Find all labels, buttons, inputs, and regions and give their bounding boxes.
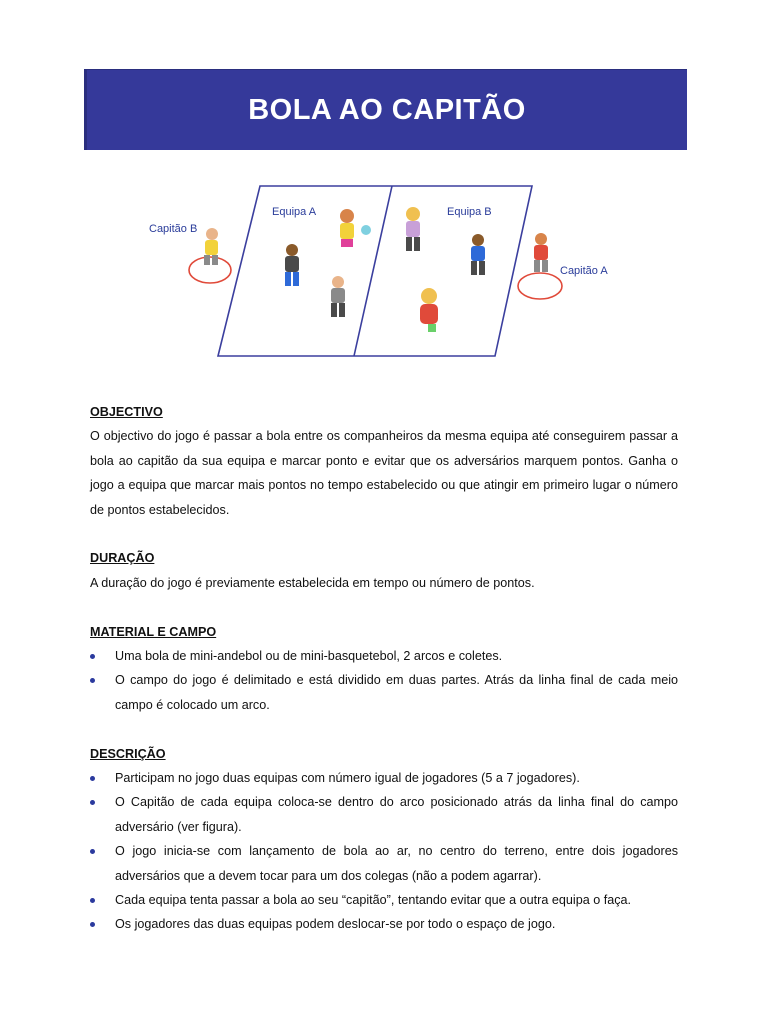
bullet-icon bbox=[90, 800, 95, 805]
player-team-b-3 bbox=[420, 288, 438, 332]
bullet-icon bbox=[90, 776, 95, 781]
heading-material: MATERIAL E CAMPO bbox=[90, 624, 217, 639]
player-team-a-3 bbox=[331, 276, 345, 317]
material-list bbox=[90, 644, 678, 717]
heading-objective: OBJECTIVO bbox=[90, 405, 163, 419]
list-item-text: O Capitão de cada equipa coloca-se dentro do arco posicionado atrás da linha final do campo adversário (ver figura). bbox=[115, 795, 678, 834]
section-objective bbox=[90, 400, 678, 522]
player-team-b-1 bbox=[406, 207, 420, 251]
section-material bbox=[90, 620, 678, 718]
field-diagram-svg bbox=[140, 178, 630, 368]
label-captain-b: Capitão B bbox=[149, 223, 198, 235]
duration-text: A duração do jogo é previamente estabelecida em tempo ou número de pontos. bbox=[90, 575, 535, 590]
list-item bbox=[90, 888, 678, 912]
player-captain-b bbox=[204, 228, 218, 265]
label-team-a: Equipa A bbox=[272, 206, 317, 218]
heading-description: DESCRIÇÃO bbox=[90, 746, 166, 761]
player-team-b-2 bbox=[471, 234, 485, 275]
description-list bbox=[90, 766, 678, 937]
hoop-captain-a bbox=[518, 273, 562, 299]
label-team-b: Equipa B bbox=[447, 206, 492, 218]
section-description bbox=[90, 742, 678, 937]
list-item-text: O campo do jogo é delimitado e está dividido em duas partes. Atrás da linha final de cada meio campo é colocado um arco. bbox=[115, 673, 678, 712]
section-duration bbox=[90, 546, 678, 595]
list-item bbox=[90, 912, 678, 936]
list-item bbox=[90, 668, 678, 717]
court-midline bbox=[354, 186, 392, 356]
list-item-text: O jogo inicia-se com lançamento de bola ao ar, no centro do terreno, entre dois jogadores adversários que a devem tocar para um dos colegas (não a podem agarrar). bbox=[115, 844, 678, 883]
list-item bbox=[90, 839, 678, 888]
bullet-icon bbox=[90, 922, 95, 927]
bullet-icon bbox=[90, 654, 95, 659]
field-diagram bbox=[140, 178, 630, 368]
player-captain-a bbox=[534, 233, 548, 272]
player-team-a-1 bbox=[340, 209, 371, 247]
list-item-text: Participam no jogo duas equipas com número igual de jogadores (5 a 7 jogadores). bbox=[115, 771, 580, 786]
title-banner bbox=[84, 69, 687, 150]
list-item bbox=[90, 644, 678, 668]
heading-duration: DURAÇÃO bbox=[90, 551, 155, 566]
bullet-icon bbox=[90, 678, 95, 683]
list-item bbox=[90, 766, 678, 790]
list-item-text: Os jogadores das duas equipas podem deslocar-se por todo o espaço de jogo. bbox=[115, 917, 556, 932]
player-team-a-2 bbox=[285, 244, 299, 286]
list-item bbox=[90, 790, 678, 839]
document-body bbox=[90, 400, 678, 961]
page-title: BOLA AO CAPITÃO bbox=[248, 93, 526, 126]
bullet-icon bbox=[90, 849, 95, 854]
bullet-icon bbox=[90, 898, 95, 903]
list-item-text: Uma bola de mini-andebol ou de mini-basquetebol, 2 arcos e coletes. bbox=[115, 649, 503, 664]
label-captain-a: Capitão A bbox=[560, 265, 608, 277]
list-item-text: Cada equipa tenta passar a bola ao seu “capitão”, tentando evitar que a outra equipa o faça. bbox=[115, 893, 632, 908]
objective-text: O objectivo do jogo é passar a bola entre os companheiros da mesma equipa até conseguirem passar a bola ao capitão da sua equipa e marcar ponto e evitar que os adversários marquem pontos. Ganha o jogo a equipa que marcar mais pontos no tempo estabelecido ou que atingir em primeiro lugar o número de pontos estabelecidos. bbox=[90, 429, 678, 517]
